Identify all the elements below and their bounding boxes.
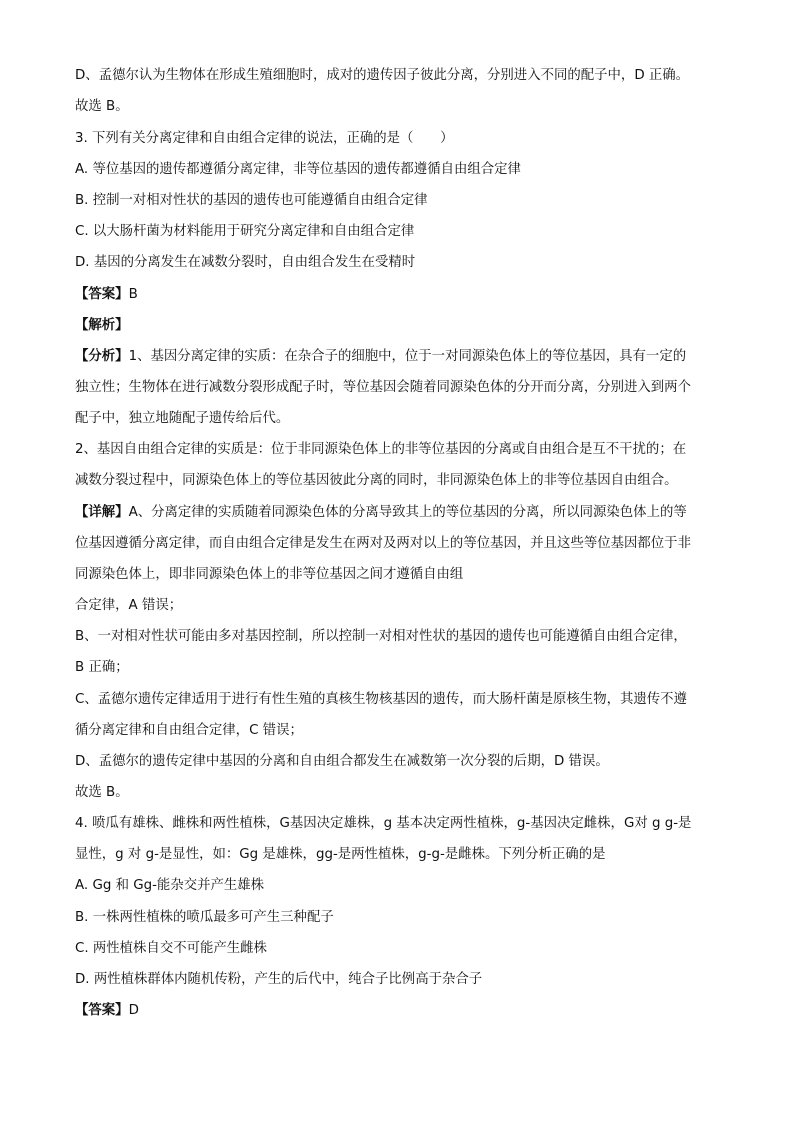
line-text: D. 两性植株群体内随机传粉，产生的后代中，纯合子比例高于杂合子 (75, 972, 483, 987)
text-line (75, 130, 725, 148)
line-text: B、一对相对性状可能由多对基因控制，所以控制一对相对性状的基因的遗传也可能遵循自由组合定律， (75, 629, 687, 644)
line-text: C. 两性植株自交不可能产生雌株 (75, 941, 267, 956)
line-text: D (128, 1003, 139, 1018)
section-tag: 【答案】 (75, 1003, 129, 1018)
line-text: A、分离定律的实质随着同源染色体的分离导致其上的等位基因的分离，所以同源染色体上的等 (128, 505, 687, 520)
text-line (75, 784, 725, 802)
text-line (75, 691, 725, 709)
line-text: B. 控制一对相对性状的基因的遗传也可能遵循自由组合定律 (75, 193, 428, 208)
text-line (75, 379, 725, 397)
text-line (75, 659, 725, 677)
text-line (75, 161, 725, 179)
text-line (75, 223, 725, 241)
line-text: 显性，g 对 g-是显性，如：Gg 是雄株，gg-是两性植株，g-g-是雌株。下列分析正确的是 (75, 847, 606, 862)
text-line (75, 566, 725, 584)
line-text: B. 一株两性植株的喷瓜最多可产生三种配子 (75, 910, 334, 925)
text-line (75, 815, 725, 833)
text-line (75, 940, 725, 958)
section-tag: 【解析】 (75, 318, 129, 333)
text-line (75, 504, 725, 522)
text-line (75, 317, 725, 335)
text-line (75, 192, 725, 210)
line-text: B 正确； (75, 660, 129, 675)
line-text: 故选 B。 (75, 99, 129, 114)
text-line (75, 877, 725, 895)
text-line (75, 628, 725, 646)
line-text: D、孟德尔的遗传定律中基因的分离和自由组合都发生在减数第一次分裂的后期，D 错误。 (75, 754, 609, 769)
text-line (75, 254, 725, 272)
line-text: 配子中，独立地随配子遗传给后代。 (75, 411, 290, 426)
line-text: 循分离定律和自由组合定律，C 错误； (75, 723, 303, 738)
line-text: 减数分裂过程中，同源染色体上的等位基因彼此分离的同时，非同源染色体上的非等位基因自由组合。 (75, 473, 678, 488)
text-line (75, 348, 725, 366)
text-line (75, 441, 725, 459)
line-text: 独立性；生物体在进行减数分裂形成配子时，等位基因会随着同源染色体的分开而分离，分别进入到两个 (75, 380, 691, 395)
section-tag: 【详解】 (75, 505, 129, 520)
line-text: A. 等位基因的遗传都遵循分离定律，非等位基因的遗传都遵循自由组合定律 (75, 162, 521, 177)
text-line (75, 753, 725, 771)
text-line (75, 1002, 725, 1020)
line-text: B (128, 287, 138, 302)
line-text: 1、基因分离定律的实质：在杂合子的细胞中，位于一对同源染色体上的等位基因，具有一定的 (128, 349, 687, 364)
text-line (75, 410, 725, 428)
text-line (75, 722, 725, 740)
line-text: 2、基因自由组合定律的实质是：位于非同源染色体上的非等位基因的分离或自由组合是互不干扰的；在 (75, 442, 687, 457)
text-line (75, 67, 725, 85)
line-text: 故选 B。 (75, 785, 129, 800)
text-line (75, 846, 725, 864)
text-line (75, 971, 725, 989)
line-text: 3. 下列有关分离定律和自由组合定律的说法，正确的是（ ） (75, 131, 454, 146)
line-text: 位基因遵循分离定律，而自由组合定律是发生在两对及两对以上的等位基因，并且这些等位基因都位于非 (75, 536, 691, 551)
line-text: 同源染色体上，即非同源染色体上的非等位基因之间才遵循自由组 (75, 567, 464, 582)
section-tag: 【答案】 (75, 287, 129, 302)
line-text: 4. 喷瓜有雄株、雌株和两性植株，G基因决定雄株，g 基本决定两性植株，g-基因决定雌株，G对 g g-是 (75, 816, 692, 831)
line-text: D、孟德尔认为生物体在形成生殖细胞时，成对的遗传因子彼此分离，分别进入不同的配子中，D 正确。 (75, 68, 690, 83)
text-line (75, 472, 725, 490)
line-text: 合定律，A 错误； (75, 598, 183, 613)
text-line (75, 286, 725, 304)
line-text: A. Gg 和 Gg-能杂交并产生雄株 (75, 878, 265, 893)
line-text: C、孟德尔遗传定律适用于进行有性生殖的真核生物核基因的遗传，而大肠杆菌是原核生物，其遗传不遵 (75, 692, 687, 707)
text-line (75, 597, 725, 615)
text-line (75, 535, 725, 553)
section-tag: 【分析】 (75, 349, 129, 364)
line-text: C. 以大肠杆菌为材料能用于研究分离定律和自由组合定律 (75, 224, 415, 239)
text-line (75, 909, 725, 927)
text-line (75, 98, 725, 116)
line-text: D. 基因的分离发生在减数分裂时，自由组合发生在受精时 (75, 255, 416, 270)
